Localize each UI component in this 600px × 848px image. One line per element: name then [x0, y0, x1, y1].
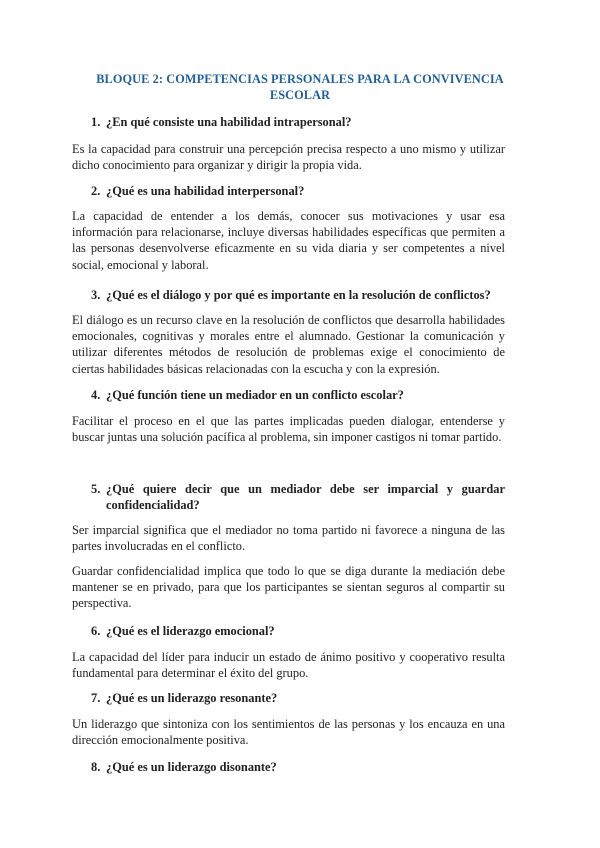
question-text: ¿Qué es una habilidad interpersonal? — [106, 184, 305, 198]
question-text: ¿Qué es un liderazgo resonante? — [106, 691, 278, 705]
question-number: 3. — [91, 288, 101, 302]
question-number: 5. — [91, 482, 101, 496]
answer-7: Un liderazgo que sintoniza con los sentimientos de las personas y los encauza en una dirección emocionalmente positiva. — [72, 717, 505, 748]
question-7 — [91, 690, 505, 706]
answer-5b: Guardar confidencialidad implica que todo lo que se diga durante la mediación debe mantener se en privado, para que los participantes se sientan seguros al compartir su perspectiva. — [72, 564, 505, 611]
question-text: ¿Qué función tiene un mediador en un conflicto escolar? — [106, 388, 404, 402]
question-5 — [91, 481, 505, 513]
question-8 — [91, 759, 505, 775]
question-text: ¿Qué es el diálogo y por qué es importante en la resolución de conflictos? — [106, 288, 491, 302]
question-text: ¿En qué consiste una habilidad intrapersonal? — [106, 115, 352, 129]
question-text: ¿Qué es un liderazgo disonante? — [106, 760, 277, 774]
answer-1: Es la capacidad para construir una percepción precisa respecto a uno mismo y utilizar dicho conocimiento para organizar y dirigir la propia vida. — [72, 142, 505, 173]
question-text: ¿Qué quiere decir que un mediador debe ser imparcial y guardar confidencialidad? — [106, 482, 505, 512]
question-text: ¿Qué es el liderazgo emocional? — [106, 624, 275, 638]
answer-2: La capacidad de entender a los demás, conocer sus motivaciones y usar esa información para relacionarse, incluye diversas habilidades específicas que permiten a las personas desenvolverse eficazmente en su vida diaria y ser competentes a nivel social, emocional y laboral. — [72, 209, 505, 272]
question-6 — [91, 623, 505, 639]
answer-6: La capacidad del líder para inducir un estado de ánimo positivo y cooperativo resulta fundamental para determinar el éxito del grupo. — [72, 650, 505, 681]
question-4 — [91, 387, 505, 403]
answer-5a: Ser imparcial significa que el mediador no toma partido ni favorece a ninguna de las partes involucradas en el conflicto. — [72, 523, 505, 554]
question-number: 8. — [91, 760, 101, 774]
question-number: 4. — [91, 388, 101, 402]
question-number: 2. — [91, 184, 101, 198]
answer-3: El diálogo es un recurso clave en la resolución de conflictos que desarrolla habilidades emocionales, cognitivas y morales entre el alumnado. Gestionar la comunicación y utilizar diferentes métodos de resolución de problemas exige el conocimiento de ciertas habilidades básicas relacionadas con la escucha y con la expresión. — [72, 313, 505, 376]
question-3 — [91, 287, 505, 303]
question-2 — [91, 183, 505, 199]
answer-4: Facilitar el proceso en el que las partes implicadas pueden dialogar, entenderse y buscar juntas una solución pacífica al problema, sin imponer castigos ni tomar partido. — [72, 414, 505, 445]
question-number: 7. — [91, 691, 101, 705]
question-number: 1. — [91, 115, 101, 129]
document-title: BLOQUE 2: COMPETENCIAS PERSONALES PARA LA CONVIVENCIA ESCOLAR — [96, 72, 504, 102]
question-1 — [91, 114, 505, 130]
question-number: 6. — [91, 624, 101, 638]
